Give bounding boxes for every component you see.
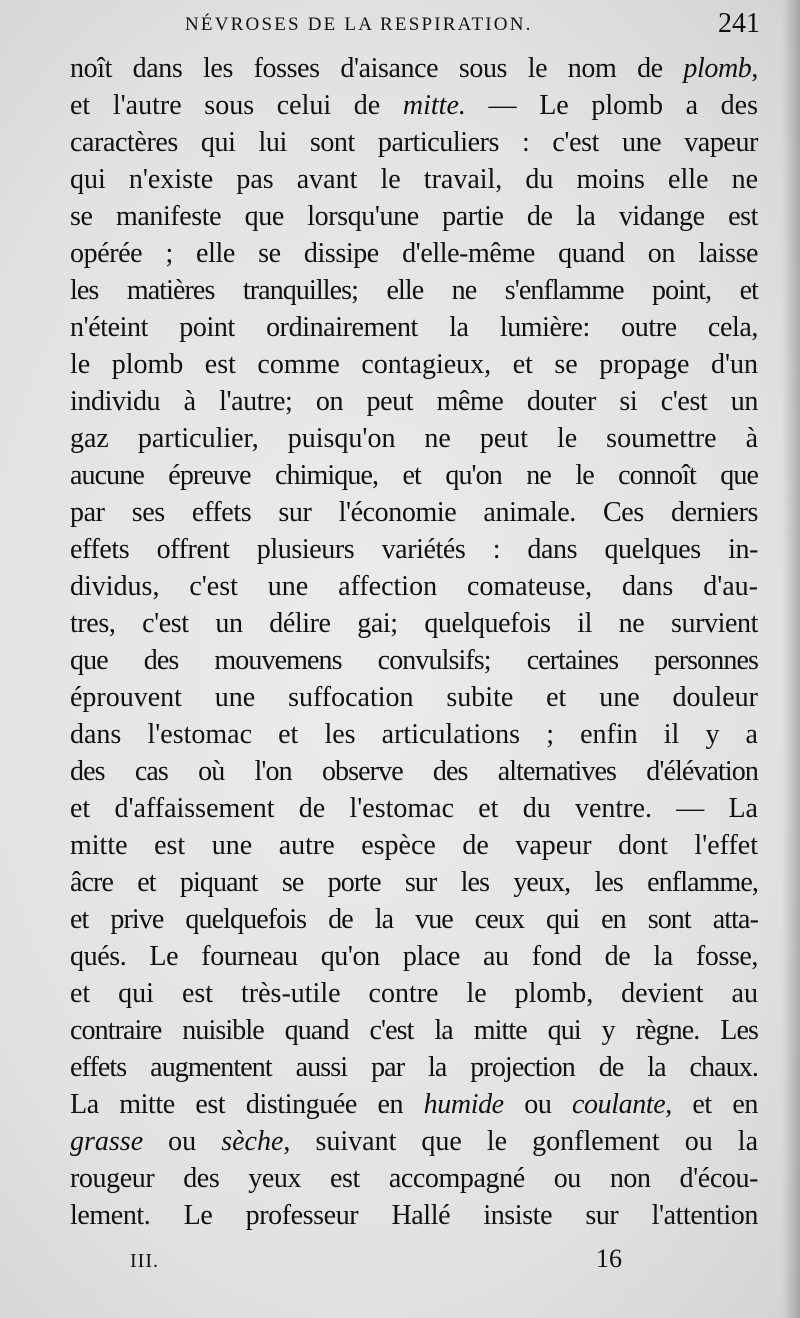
text-line: qués. Le fourneau qu'on place au fond de la fosse,: [70, 941, 758, 972]
text-line: opérée ; elle se dissipe d'elle-même quand on laisse: [70, 238, 758, 269]
text-line: des cas où l'on observe des alternatives d'élévation: [70, 756, 758, 787]
page-edge-shadow: [782, 0, 800, 1318]
page-footer: [130, 1244, 630, 1280]
text-line: éprouvent une suffocation subite et une douleur: [70, 682, 758, 713]
page-header: [70, 8, 760, 42]
text-line: qui n'existe pas avant le travail, du moins elle ne: [70, 164, 758, 195]
text-line: et qui est très-utile contre le plomb, devient au: [70, 978, 758, 1009]
text-line: gaz particulier, puisqu'on ne peut le soumettre à: [70, 423, 758, 454]
text-line: les matières tranquilles; elle ne s'enflamme point, et: [70, 275, 758, 306]
text-line: tres, c'est un délire gai; quelquefois il ne survient: [70, 608, 758, 639]
text-line: mitte est une autre espèce de vapeur dont l'effet: [70, 830, 758, 861]
text-line: que des mouvemens convulsifs; certaines personnes: [70, 645, 758, 676]
text-line: aucune épreuve chimique, et qu'on ne le connoît que: [70, 460, 758, 491]
text-line: dans l'estomac et les articulations ; enfin il y a: [70, 719, 758, 750]
text-line: et d'affaissement de l'estomac et du ventre. — La: [70, 793, 758, 824]
running-head: NÉVROSES DE LA RESPIRATION.: [185, 14, 533, 35]
text-line: La mitte est distinguée en humide ou coulante, et en: [70, 1089, 758, 1120]
text-line: âcre et piquant se porte sur les yeux, les enflamme,: [70, 867, 758, 898]
text-line: dividus, c'est une affection comateuse, dans d'au-: [70, 571, 758, 602]
text-line: effets augmentent aussi par la projection de la chaux.: [70, 1052, 758, 1083]
text-line: et l'autre sous celui de mitte. — Le plomb a des: [70, 90, 758, 121]
text-line: noît dans les fosses d'aisance sous le nom de plomb,: [70, 53, 758, 84]
text-line: et prive quelquefois de la vue ceux qui en sont atta-: [70, 904, 758, 935]
body-text: [70, 50, 758, 1234]
sheet-number: 16: [596, 1244, 622, 1273]
text-line: par ses effets sur l'économie animale. Ces derniers: [70, 497, 758, 528]
signature-mark: III.: [130, 1250, 159, 1272]
text-line: se manifeste que lorsqu'une partie de la vidange est: [70, 201, 758, 232]
page-number: 241: [718, 8, 760, 39]
text-line: caractères qui lui sont particuliers : c'est une vapeur: [70, 127, 758, 158]
text-line: grasse ou sèche, suivant que le gonflement ou la: [70, 1126, 758, 1157]
text-line: lement. Le professeur Hallé insiste sur l'attention: [70, 1200, 758, 1231]
text-line: individu à l'autre; on peut même douter si c'est un: [70, 386, 758, 417]
text-line: le plomb est comme contagieux, et se propage d'un: [70, 349, 758, 380]
text-line: effets offrent plusieurs variétés : dans quelques in-: [70, 534, 758, 565]
text-line: n'éteint point ordinairement la lumière: outre cela,: [70, 312, 758, 343]
text-line: contraire nuisible quand c'est la mitte qui y règne. Les: [70, 1015, 758, 1046]
text-line: rougeur des yeux est accompagné ou non d'écou-: [70, 1163, 758, 1194]
